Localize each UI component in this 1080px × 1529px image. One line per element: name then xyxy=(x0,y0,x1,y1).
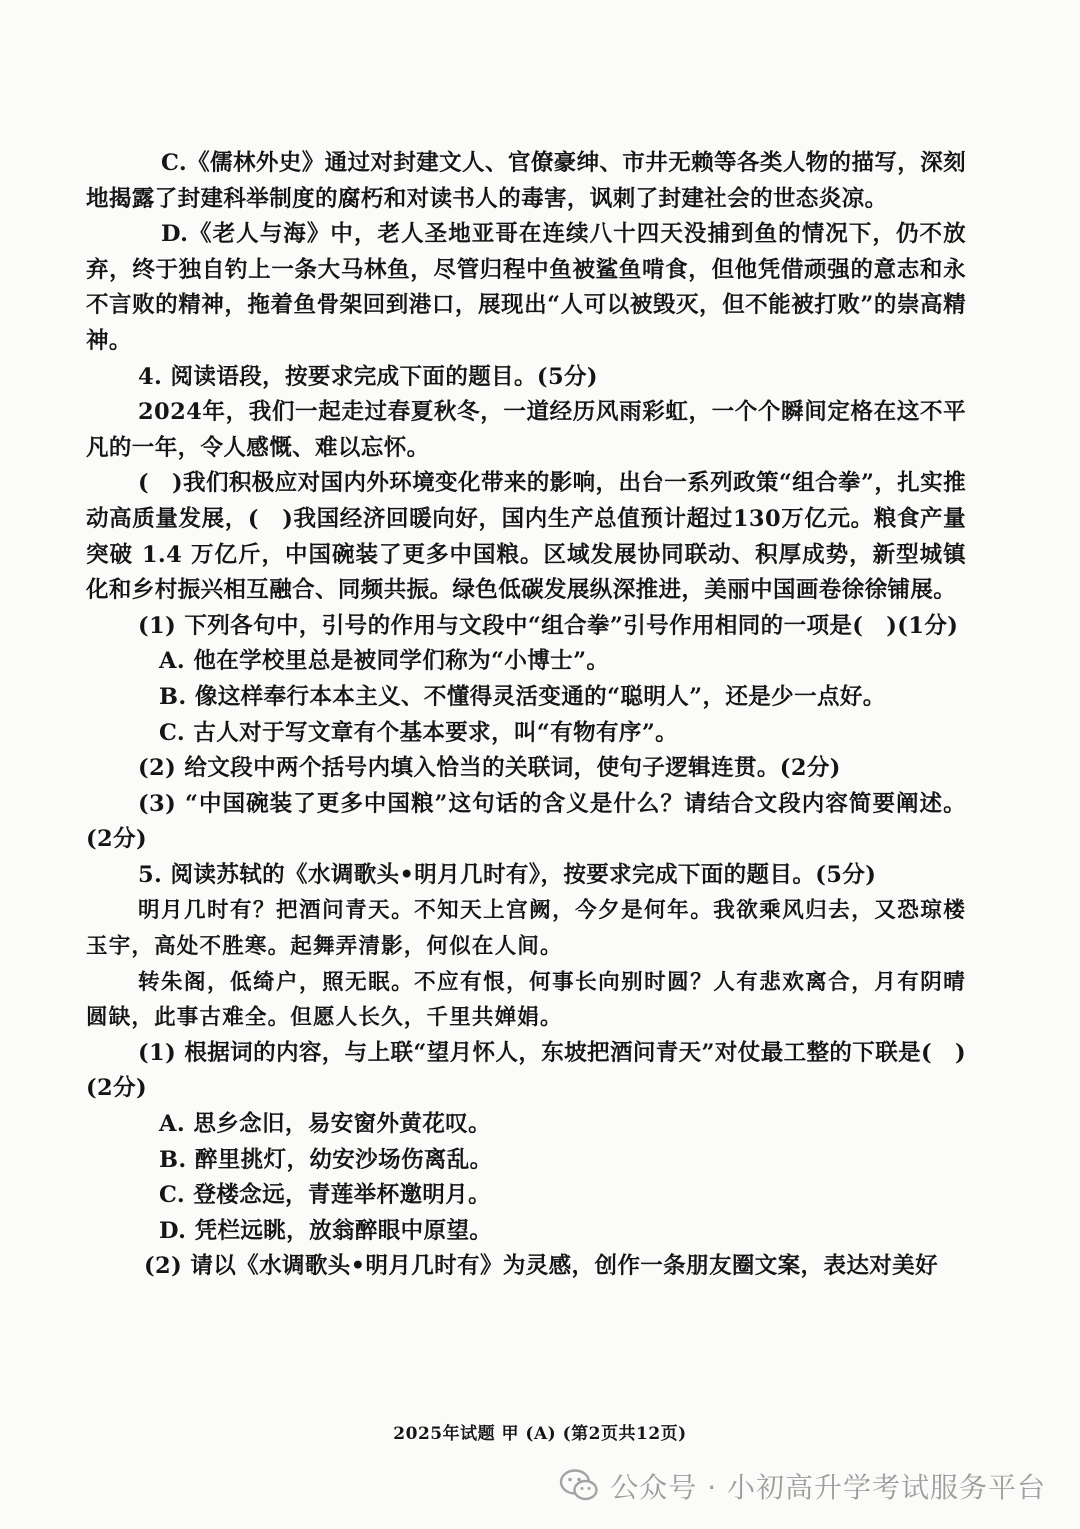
question-5-1-option-b: B. 醉里挑灯，幼安沙场伤离乱。 xyxy=(159,1146,493,1173)
question-4-heading: 4. 阅读语段，按要求完成下面的题目。(5分) xyxy=(138,363,598,390)
question-5-heading: 5. 阅读苏轼的《水调歌头•明月几时有》，按要求完成下面的题目。(5分) xyxy=(138,861,877,888)
question-4-1-option-b: B. 像这样奉行本本主义、不懂得灵活变通的“聪明人”，还是少一点好。 xyxy=(159,683,886,710)
question-4-2: (2) 给文段中两个括号内填入恰当的关联词，使句子逻辑连贯。(2分) xyxy=(138,755,841,782)
question-4-1-option-a: A. 他在学校里总是被同学们称为“小博士”。 xyxy=(159,648,610,675)
question-5-2: (2) 请以《水调歌头•明月几时有》为灵感，创作一条朋友圈文案，表达对美好 xyxy=(144,1253,938,1280)
poem-stanza-1: 明月几时有？把酒问青天。不知天上宫阙，今夕是何年。我欲乘风归去，又恐琼楼玉宇，高处不胜寒。起舞弄清影，何似在人间。 xyxy=(86,898,966,960)
option-c-rulin-waishi: C.《儒林外史》通过对封建文人、官僚豪绅、市井无赖等各类人物的描写，深刻地揭露了封建科举制度的腐朽和对读书人的毒害，讽刺了封建社会的世态炎凉。 xyxy=(86,150,966,212)
passage-paragraph-2: ( )我们积极应对国内外环境变化带来的影响，出台一系列政策“组合拳”，扎实推动高质量发展，( )我国经济回暖向好，国内生产总值预计超过130万亿元。粮食产量突破 1.4 万亿斤，中国碗装了更多中国粮。区域发展协同联动、积厚成势，新型城镇化和乡村振兴相互融合、同频共振。绿色低碳发展纵深推进，美丽中国画卷徐徐铺展。 xyxy=(86,470,966,604)
question-5-1-option-d: D. 凭栏远眺，放翁醉眼中原望。 xyxy=(159,1217,493,1244)
option-d-old-man-and-sea: D.《老人与海》中，老人圣地亚哥在连续八十四天没捕到鱼的情况下，仍不放弃，终于独自钓上一条大马林鱼，尽管归程中鱼被鲨鱼啃食，但他凭借顽强的意志和永不言败的精神，拖着鱼骨架回到港口，展现出“人可以被毁灭，但不能被打败”的崇高精神。 xyxy=(86,221,966,354)
passage-paragraph-1: 2024年，我们一起走过春夏秋冬，一道经历风雨彩虹，一个个瞬间定格在这不平凡的一年，令人感慨、难以忘怀。 xyxy=(86,399,966,461)
question-4-3: (3) “中国碗装了更多中国粮”这句话的含义是什么？请结合文段内容简要阐述。(2分) xyxy=(86,790,966,853)
question-5-1: (1) 根据词的内容，与上联“望月怀人，东坡把酒问青天”对仗最工整的下联是( )(2分) xyxy=(86,1039,966,1102)
poem-stanza-2: 转朱阁，低绮户，照无眠。不应有恨，何事长向别时圆？人有悲欢离合，月有阴晴圆缺，此事古难全。但愿人长久，千里共婵娟。 xyxy=(86,969,966,1031)
question-5-1-option-a: A. 思乡念旧，易安窗外黄花叹。 xyxy=(159,1111,492,1138)
question-5-1-option-c: C. 登楼念远，青莲举杯邀明月。 xyxy=(159,1182,492,1209)
page-footer: 2025年试题 甲 (A) (第2页共12页) xyxy=(393,1424,687,1444)
wechat-official-account-icon xyxy=(558,1467,600,1505)
watermark-text: 公众号 · 小初高升学考试服务平台 xyxy=(610,1471,1046,1504)
exam-body xyxy=(86,146,966,1285)
question-4-1-option-c: C. 古人对于写文章有个基本要求，叫“有物有序”。 xyxy=(159,719,679,746)
question-4-1: (1) 下列各句中，引号的作用与文段中“组合拳”引号作用相同的一项是( )(1分) xyxy=(138,612,959,639)
watermark xyxy=(558,1462,1046,1510)
